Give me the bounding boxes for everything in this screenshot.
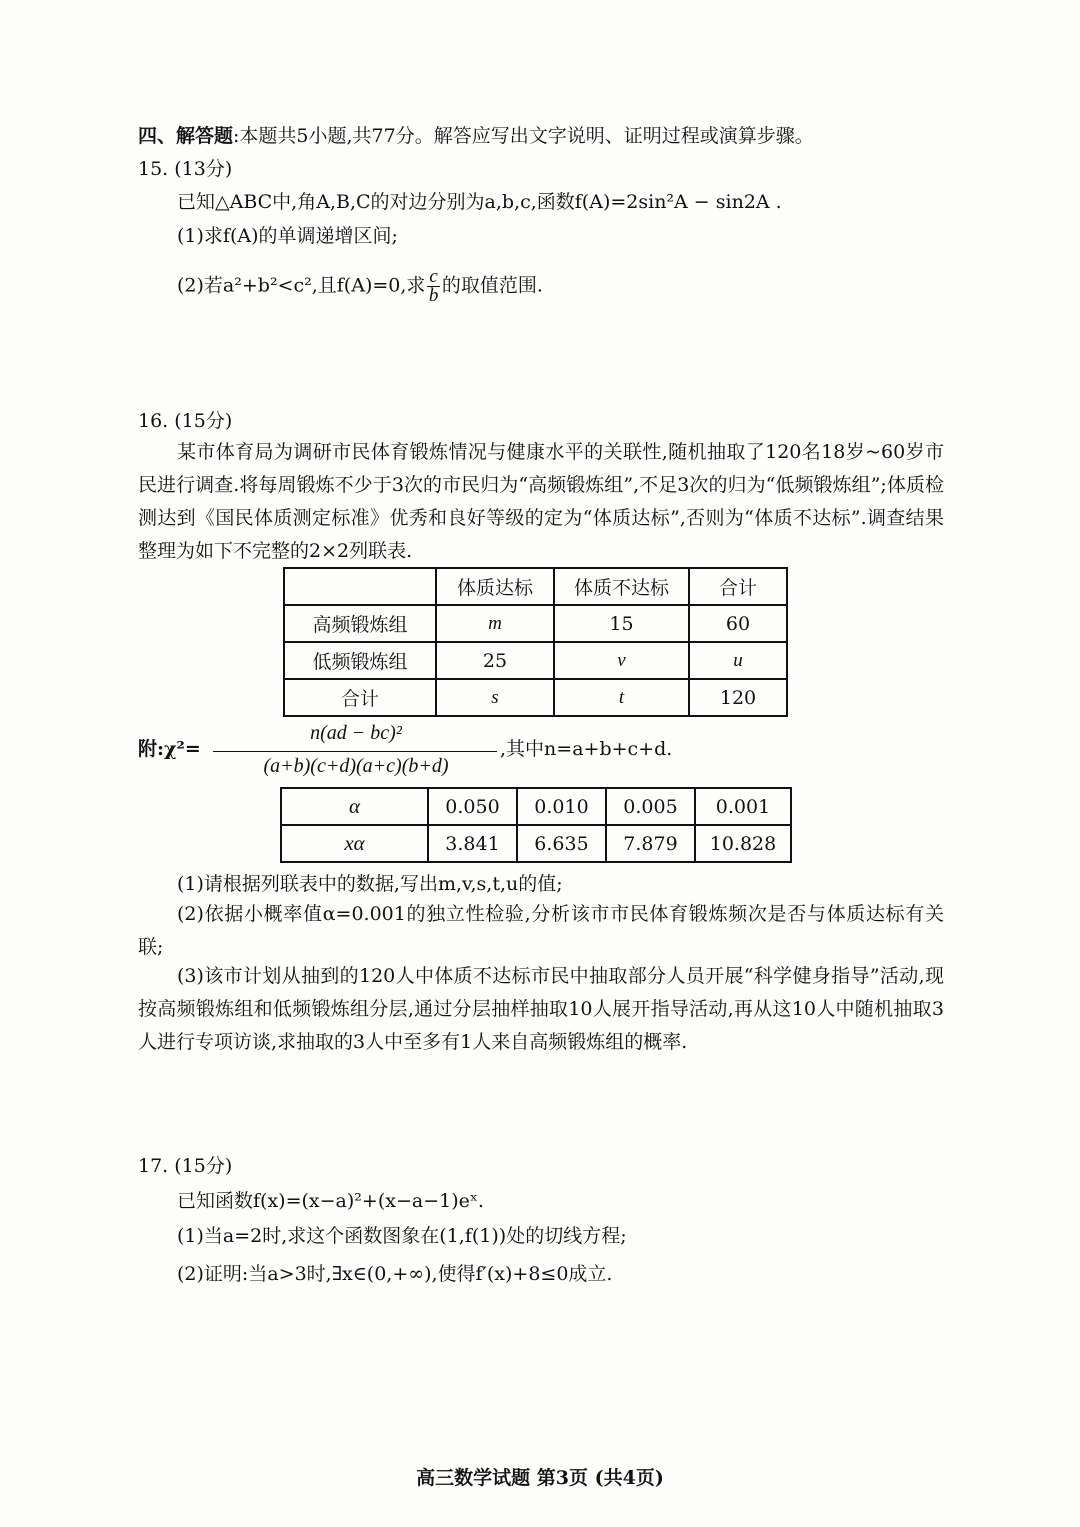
contingency-table — [283, 567, 788, 717]
table-row — [281, 825, 791, 862]
q15-part2-suffix: 的取值范围. — [441, 274, 543, 297]
q15-stem: 已知△ABC中,角A,B,C的对边分别为a,b,c,函数f(A)=2sin²A − sin2A . — [177, 191, 782, 213]
table-cell: xα — [281, 825, 428, 862]
q16-paragraph: 某市体育局为调研市民体育锻炼情况与健康水平的关联性,随机抽取了120名18岁~60岁市民进行调查.将每周锻炼不少于3次的市民归为“高频锻炼组”,不足3次的归为“低频锻炼组”;体质检测达到《国民体质测定标准》优秀和良好等级的定为“体质达标”,否则为“体质不达标”.调查结果整理为如下不完整的2×2列联表. — [138, 441, 944, 562]
table-cell: α — [281, 788, 428, 825]
table-cell: 0.005 — [606, 788, 695, 825]
q17-part1: (1)当a=2时,求这个函数图象在(1,f(1))处的切线方程; — [177, 1225, 627, 1247]
section-header — [138, 124, 814, 148]
table-cell: 低频锻炼组 — [284, 642, 436, 679]
table-cell: s — [436, 679, 554, 716]
table-cell: 15 — [554, 605, 689, 642]
table-cell: 120 — [689, 679, 787, 716]
table-cell — [284, 568, 436, 605]
table-cell: 0.050 — [428, 788, 517, 825]
table-cell: 0.010 — [517, 788, 606, 825]
formula-label: 附:χ²= — [138, 738, 201, 760]
q15-frac-num: c — [429, 266, 438, 287]
page-footer: 高三数学试题 第3页 (共4页) — [416, 1467, 664, 1489]
q17-number: 17. (15分) — [138, 1155, 233, 1177]
q15-part2 — [177, 268, 543, 305]
q15-part1: (1)求f(A)的单调递增区间; — [177, 225, 398, 247]
q15-fraction — [427, 268, 439, 305]
table-row — [281, 788, 791, 825]
q16-part2: (2)依据小概率值α=0.001的独立性检验,分析该市市民体育锻炼频次是否与体质达标有关联; — [138, 903, 944, 958]
formula-suffix: ,其中n=a+b+c+d. — [500, 738, 673, 760]
q15-frac-den: b — [428, 285, 439, 306]
formula-numerator: n(ad − bc)² — [310, 722, 402, 744]
q15-number: 15. (13分) — [138, 158, 233, 180]
table-cell: v — [554, 642, 689, 679]
table-cell: 合计 — [689, 568, 787, 605]
table-cell: 6.635 — [517, 825, 606, 862]
formula-fraction-bar — [213, 751, 497, 752]
table-cell: m — [436, 605, 554, 642]
q17-part2: (2)证明:当a>3时,∃x∈(0,+∞),使得f′(x)+8≤0成立. — [177, 1263, 613, 1285]
q17-stem: 已知函数f(x)=(x−a)²+(x−a−1)eˣ. — [177, 1190, 484, 1212]
table-cell: 10.828 — [695, 825, 791, 862]
table-cell: 体质不达标 — [554, 568, 689, 605]
table-cell: 体质达标 — [436, 568, 554, 605]
q16-part1: (1)请根据列联表中的数据,写出m,v,s,t,u的值; — [177, 873, 563, 895]
table-cell: u — [689, 642, 787, 679]
table-cell: 高频锻炼组 — [284, 605, 436, 642]
section-header-label: 四、解答题 — [138, 125, 234, 147]
table-row — [284, 642, 787, 679]
table-row — [284, 568, 787, 605]
table-row — [284, 679, 787, 716]
critical-value-table — [280, 787, 792, 863]
table-cell: 3.841 — [428, 825, 517, 862]
table-cell: 7.879 — [606, 825, 695, 862]
q16-part3: (3)该市计划从抽到的120人中体质不达标市民中抽取部分人员开展“科学健身指导”活动,现按高频锻炼组和低频锻炼组分层,通过分层抽样抽取10人展开指导活动,再从这10人中随机抽取3人进行专项访谈,求抽取的3人中至多有1人来自高频锻炼组的概率. — [138, 965, 944, 1053]
table-cell: 合计 — [284, 679, 436, 716]
table-cell: 60 — [689, 605, 787, 642]
table-cell: t — [554, 679, 689, 716]
section-header-text: :本题共5小题,共77分。解答应写出文字说明、证明过程或演算步骤。 — [233, 125, 814, 147]
q15-part2-prefix: (2)若a²+b²<c²,且f(A)=0,求 — [177, 274, 426, 297]
table-row — [284, 605, 787, 642]
table-cell: 25 — [436, 642, 554, 679]
q16-number: 16. (15分) — [138, 410, 233, 432]
table-cell: 0.001 — [695, 788, 791, 825]
formula-denominator: (a+b)(c+d)(a+c)(b+d) — [263, 755, 449, 777]
